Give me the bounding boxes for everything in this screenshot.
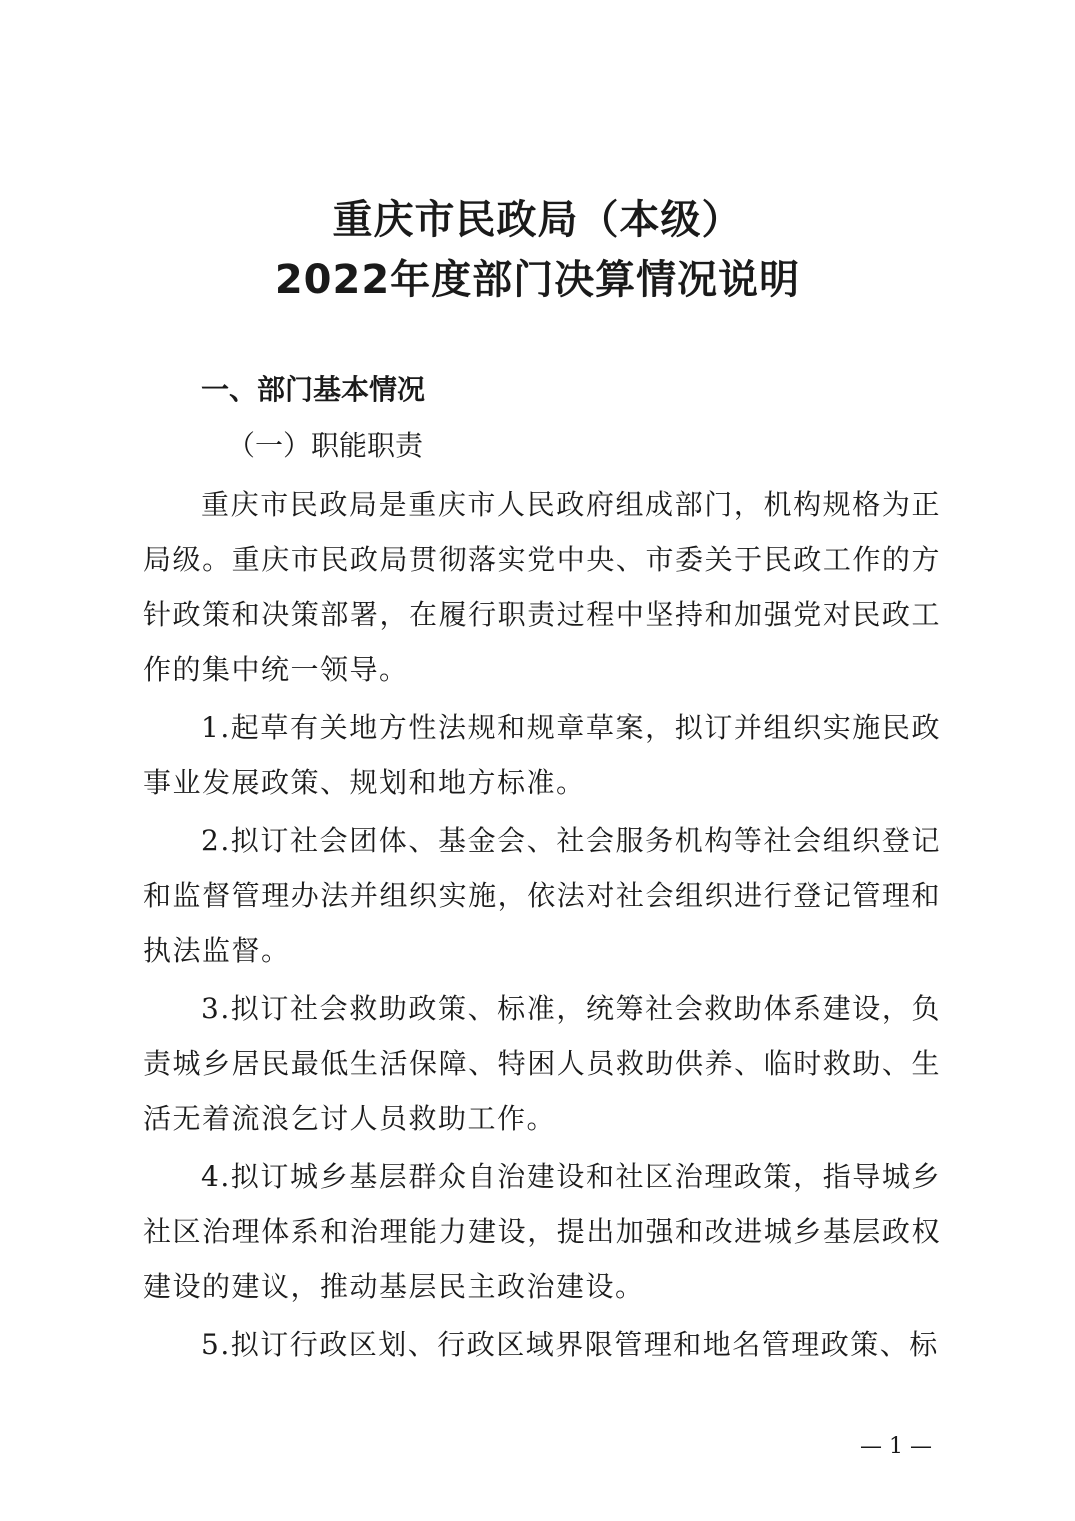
duty-item-2: 2.拟订社会团体、基金会、社会服务机构等社会组织登记和监督管理办法并组织实施，依法对社会组织进行登记管理和执法监督。: [143, 824, 941, 967]
document-body: [143, 365, 941, 1375]
subsection-heading: （一）职能职责: [227, 429, 424, 462]
section-heading: 一、部门基本情况: [201, 373, 426, 406]
intro-paragraph: 重庆市民政局是重庆市人民政府组成部门，机构规格为正局级。重庆市民政局贯彻落实党中央、市委关于民政工作的方针政策和决策部署，在履行职责过程中坚持和加强党对民政工作的集中统一领导。: [143, 488, 941, 686]
page-number: — 1 —: [860, 1434, 932, 1459]
title-line-2: 2022年度部门决算情况说明: [274, 257, 801, 303]
title-line-1: 重庆市民政局（本级）: [332, 197, 743, 243]
duty-item-4: 4.拟订城乡基层群众自治建设和社区治理政策，指导城乡社区治理体系和治理能力建设，提出加强和改进城乡基层政权建设的建议，推动基层民主政治建设。: [143, 1160, 941, 1303]
duty-item-1: 1.起草有关地方性法规和规章草案，拟订并组织实施民政事业发展政策、规划和地方标准。: [143, 711, 941, 799]
duty-item-5: 5.拟订行政区划、行政区域界限管理和地名管理政策、标: [201, 1328, 939, 1361]
duty-item-3: 3.拟订社会救助政策、标准，统筹社会救助体系建设，负责城乡居民最低生活保障、特困人员救助供养、临时救助、生活无着流浪乞讨人员救助工作。: [143, 992, 941, 1135]
document-title: [0, 190, 1075, 310]
